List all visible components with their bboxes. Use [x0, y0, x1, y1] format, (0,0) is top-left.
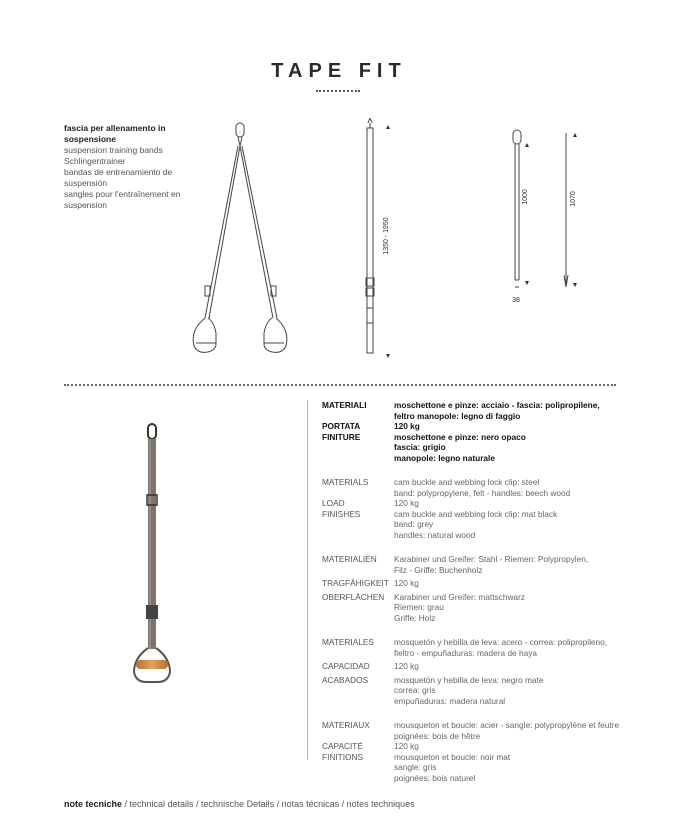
spec-value: correa: gris: [394, 685, 436, 695]
spec-label: MATERIALS: [322, 477, 369, 487]
spec-label: OBERFLÄCHEN: [322, 591, 385, 602]
spec-value: handles: natural wood: [394, 529, 476, 540]
spec-value: Karabiner und Greifer: Stahl - Riemen: Polypropylen,: [394, 554, 589, 564]
spec-label: CAPACIDAD: [322, 661, 370, 671]
spec-label: CAPACITÉ: [322, 741, 363, 751]
spec-value: mousqueton et boucle: acier - sangle: polypropylène et feutre: [394, 720, 620, 730]
page-title: TAPE FIT: [271, 60, 407, 82]
detail-view-drawing: [505, 125, 585, 305]
spec-value: fieltro - empuñaduras: madera de haya: [394, 647, 537, 658]
description-line: bandas de entrenamiento de suspensión: [64, 167, 173, 188]
description-line: suspension training bands: [64, 145, 163, 155]
spec-value: Griffe: Holz: [394, 612, 436, 623]
spec-label: MATERIAUX: [322, 720, 370, 730]
product-photo: [122, 420, 182, 685]
spec-value: fascia: grigio: [394, 442, 446, 452]
total-length-label: 1070: [570, 191, 577, 207]
spec-value: sangle: gris: [394, 762, 437, 772]
spec-value: band: polypropylene, felt - handles: beech wood: [394, 487, 571, 498]
specs-group-it: [322, 400, 622, 463]
description-main: fascia per allenamento in sospensione: [64, 123, 166, 144]
spec-value: moschettone e pinze: nero opaco: [394, 431, 526, 442]
spec-value: 120 kg: [394, 661, 419, 671]
front-view-drawing: [180, 118, 310, 363]
spec-label: MATERIALIEN: [322, 554, 377, 564]
spec-value: moschettone e pinze: acciaio - fascia: polipropilene, feltro manopole: legno di faggio: [394, 400, 600, 421]
spec-value: 120 kg: [394, 578, 419, 588]
spec-label: MATERIALI: [322, 400, 367, 410]
specs-group-de: [322, 554, 622, 623]
footer-bold: note tecniche: [64, 799, 123, 809]
spec-label: TRAGFÄHIGKEIT: [322, 578, 389, 588]
spec-label: LOAD: [322, 498, 345, 508]
spec-value: Karabiner und Greifer: mattschwarz: [394, 591, 525, 602]
section-divider: [64, 384, 616, 386]
description-line: sangles pour l'entraînement en suspension: [64, 189, 181, 210]
product-description: [64, 123, 184, 211]
spec-value: poignées: bois naturel: [394, 772, 476, 783]
spec-value: mousqueton et boucle: noir mat: [394, 751, 511, 762]
spec-value: Filz - Griffe: Buchenholz: [394, 564, 483, 575]
title-underline: [316, 90, 360, 92]
specs-divider: [307, 400, 308, 760]
side-view-drawing: [355, 118, 405, 363]
length-label: 1000: [522, 189, 529, 205]
spec-value: mosquetón y hebilla de leva: acero - correa: polipropileno,: [394, 637, 608, 647]
width-label: 38: [512, 297, 520, 304]
spec-value: cam buckle and webbing lock clip: steel: [394, 477, 540, 487]
spec-value: Riemen: grau: [394, 602, 444, 612]
spec-value: 120 kg: [394, 741, 419, 751]
spec-value: band: grey: [394, 519, 434, 529]
spec-value: cam buckle and webbing lock clip: mat black: [394, 508, 558, 519]
specs-group-fr: [322, 720, 622, 783]
specs-group-es: [322, 637, 622, 706]
spec-label: FINITIONS: [322, 751, 364, 762]
description-line: Schlingentrainer: [64, 156, 126, 166]
specs-group-en: [322, 477, 622, 540]
spec-value: 120 kg: [394, 498, 419, 508]
spec-value: poignées: bois de hêtre: [394, 730, 481, 741]
spec-value: manopole: legno naturale: [394, 452, 495, 463]
spec-label: FINITURE: [322, 431, 361, 442]
spec-value: empuñaduras: madera natural: [394, 695, 506, 706]
spec-label: FINISHES: [322, 508, 361, 519]
specs-table: [322, 400, 622, 792]
footer-rest: / technical details / technische Details / notas técnicas / notes techniques: [122, 799, 415, 809]
spec-label: PORTATA: [322, 421, 361, 431]
spec-value: mosquetón y hebilla de leva: negro mate: [394, 674, 544, 685]
spec-value: 120 kg: [394, 421, 420, 431]
spec-label: ACABADOS: [322, 674, 369, 685]
height-range-label: 1350 - 1950: [383, 217, 390, 255]
spec-label: MATERIALES: [322, 637, 374, 647]
footer-note: [64, 799, 415, 809]
